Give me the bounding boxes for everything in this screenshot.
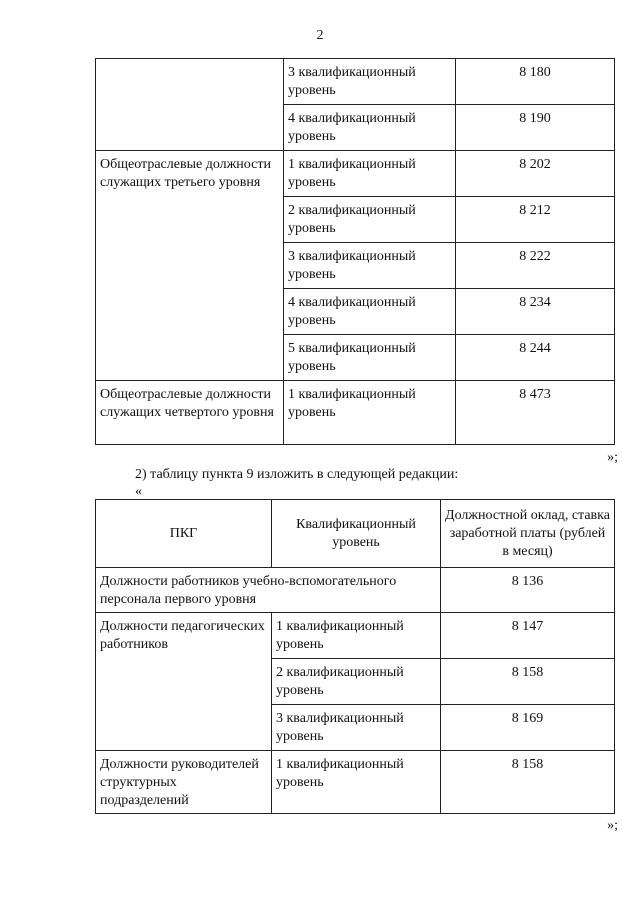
- value-cell: 8 169: [441, 705, 615, 751]
- table-row: [96, 381, 615, 445]
- value-cell: 8 473: [456, 381, 615, 445]
- value-cell: 8 136: [441, 568, 615, 613]
- opening-quote: «: [135, 484, 142, 499]
- table-header-row: [96, 500, 615, 568]
- level-cell: 1 квалификационный уровень: [272, 613, 441, 659]
- level-cell: 4 квалификационный уровень: [284, 105, 456, 151]
- page-number: 2: [316, 28, 324, 43]
- value-cell: 8 222: [456, 243, 615, 289]
- level-cell: 3 квалификационный уровень: [272, 705, 441, 751]
- group-cell: Общеотраслевые должности служащих третьего уровня: [96, 151, 284, 381]
- table-row: [96, 751, 615, 814]
- closing-quote-2: »;: [607, 818, 618, 833]
- value-cell: 8 244: [456, 335, 615, 381]
- value-cell: 8 158: [441, 659, 615, 705]
- level-cell: 1 квалификационный уровень: [284, 151, 456, 197]
- level-cell: 1 квалификационный уровень: [272, 751, 441, 814]
- header-salary: Должностной оклад, ставка заработной платы (рублей в месяц): [441, 500, 615, 568]
- level-cell: 4 квалификационный уровень: [284, 289, 456, 335]
- closing-quote: »;: [607, 450, 618, 465]
- value-cell: 8 234: [456, 289, 615, 335]
- group-cell: Должности педагогических работников: [96, 613, 272, 751]
- value-cell: 8 158: [441, 751, 615, 814]
- value-cell: 8 202: [456, 151, 615, 197]
- table-row: [96, 568, 615, 613]
- level-cell: 2 квалификационный уровень: [284, 197, 456, 243]
- value-cell: 8 180: [456, 59, 615, 105]
- group-cell: [96, 59, 284, 151]
- group-cell: Должности работников учебно-вспомогательного персонала первого уровня: [96, 568, 441, 613]
- table-row: [96, 613, 615, 659]
- level-cell: 3 квалификационный уровень: [284, 243, 456, 289]
- level-cell: 1 квалификационный уровень: [284, 381, 456, 445]
- salary-table-item-9: [95, 499, 615, 814]
- level-cell: 5 квалификационный уровень: [284, 335, 456, 381]
- value-cell: 8 190: [456, 105, 615, 151]
- header-pkg: ПКГ: [96, 500, 272, 568]
- header-level: Квалификационный уровень: [272, 500, 441, 568]
- level-cell: 3 квалификационный уровень: [284, 59, 456, 105]
- group-cell: Общеотраслевые должности служащих четвертого уровня: [96, 381, 284, 445]
- salary-table-continued: [95, 58, 615, 445]
- table-row: [96, 151, 615, 197]
- group-cell: Должности руководителей структурных подразделений: [96, 751, 272, 814]
- level-cell: 2 квалификационный уровень: [272, 659, 441, 705]
- amendment-paragraph: 2) таблицу пункта 9 изложить в следующей редакции:: [135, 467, 459, 482]
- table-row: [96, 59, 615, 105]
- value-cell: 8 212: [456, 197, 615, 243]
- value-cell: 8 147: [441, 613, 615, 659]
